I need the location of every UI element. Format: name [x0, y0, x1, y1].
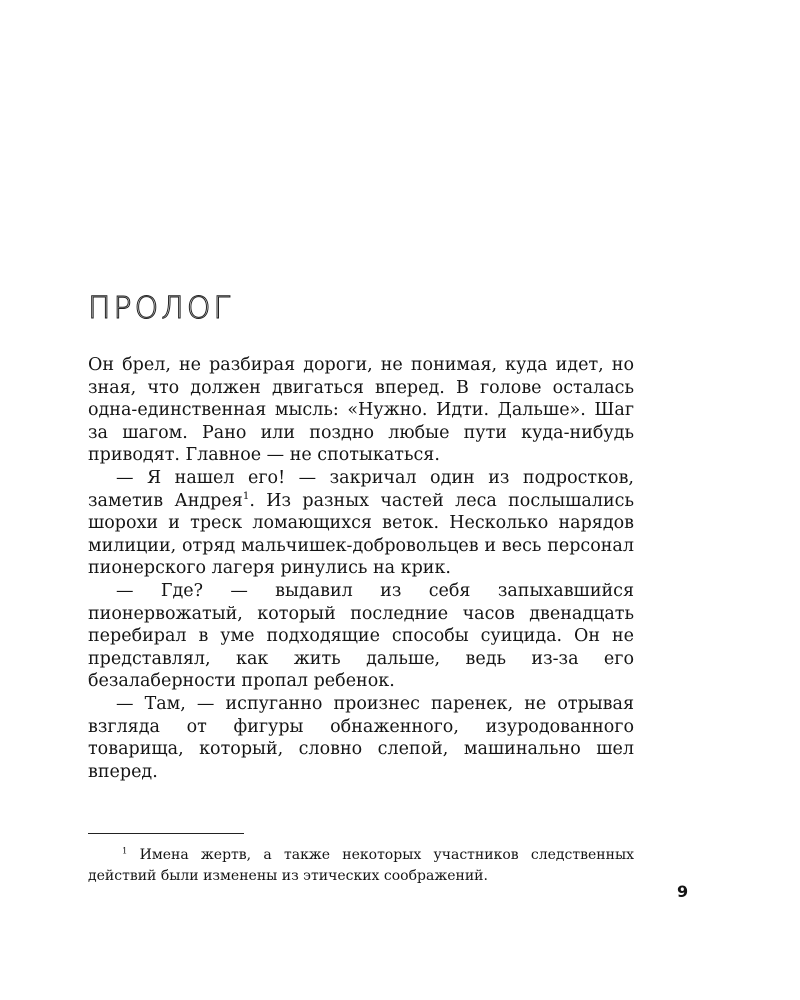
footnote-marker: 1	[122, 845, 128, 856]
footnote	[88, 845, 634, 887]
paragraph-dialog-2: — Где? — выдавил из себя запыхавшийся пионервожатый, который последние часов двенадцать перебирал в уме подходящие способы суицида. Он не представлял, как жить дальше, ведь из-за его безалаберности пропал ребенок.	[88, 580, 634, 692]
chapter-body	[88, 354, 634, 783]
chapter-title: ПРОЛОГ	[88, 291, 234, 326]
footnote-text: Имена жертв, а также некоторых участников следственных действий были изменены из этических соображений.	[88, 847, 634, 884]
paragraph-dialog-1: — Я нашел его! — закричал один из подростков, заметив Андрея$^1$. Из разных частей леса послышались шорохи и треск ломающихся веток. Несколько нарядов милиции, отряд мальчишек-добровольцев и весь персонал пионерского лагеря ринулись на крик.	[88, 467, 634, 579]
footnote-reference: 1	[242, 489, 250, 502]
paragraph-search-party: Из разных частей леса послышались шорохи и треск ломающихся веток. Несколько нарядов милиции, отряд мальчишек-добровольцев и весь персонал пионерского лагеря ринулись на крик.	[88, 490, 634, 579]
dialog-line-found: — Я нашел его! — закричал один из подростков, заметив Андрея	[88, 467, 634, 511]
paragraph-dialog-3: — Там, — испуганно произнес паренек, не отрывая взгляда от фигуры обнаженного, изуродованного товарища, который, словно слепой, машинально шел вперед.	[88, 693, 634, 782]
page-number: 9	[677, 882, 689, 901]
footnote-divider	[88, 833, 244, 834]
paragraph-opening: Он брел, не разбирая дороги, не понимая, куда идет, но зная, что должен двигаться вперед. В голове осталась одна-единственная мысль: «Нужно. Идти. Дальше». Шаг за шагом. Рано или поздно любые пути куда-нибудь приводят. Главное — не спотыкаться.	[88, 355, 634, 466]
